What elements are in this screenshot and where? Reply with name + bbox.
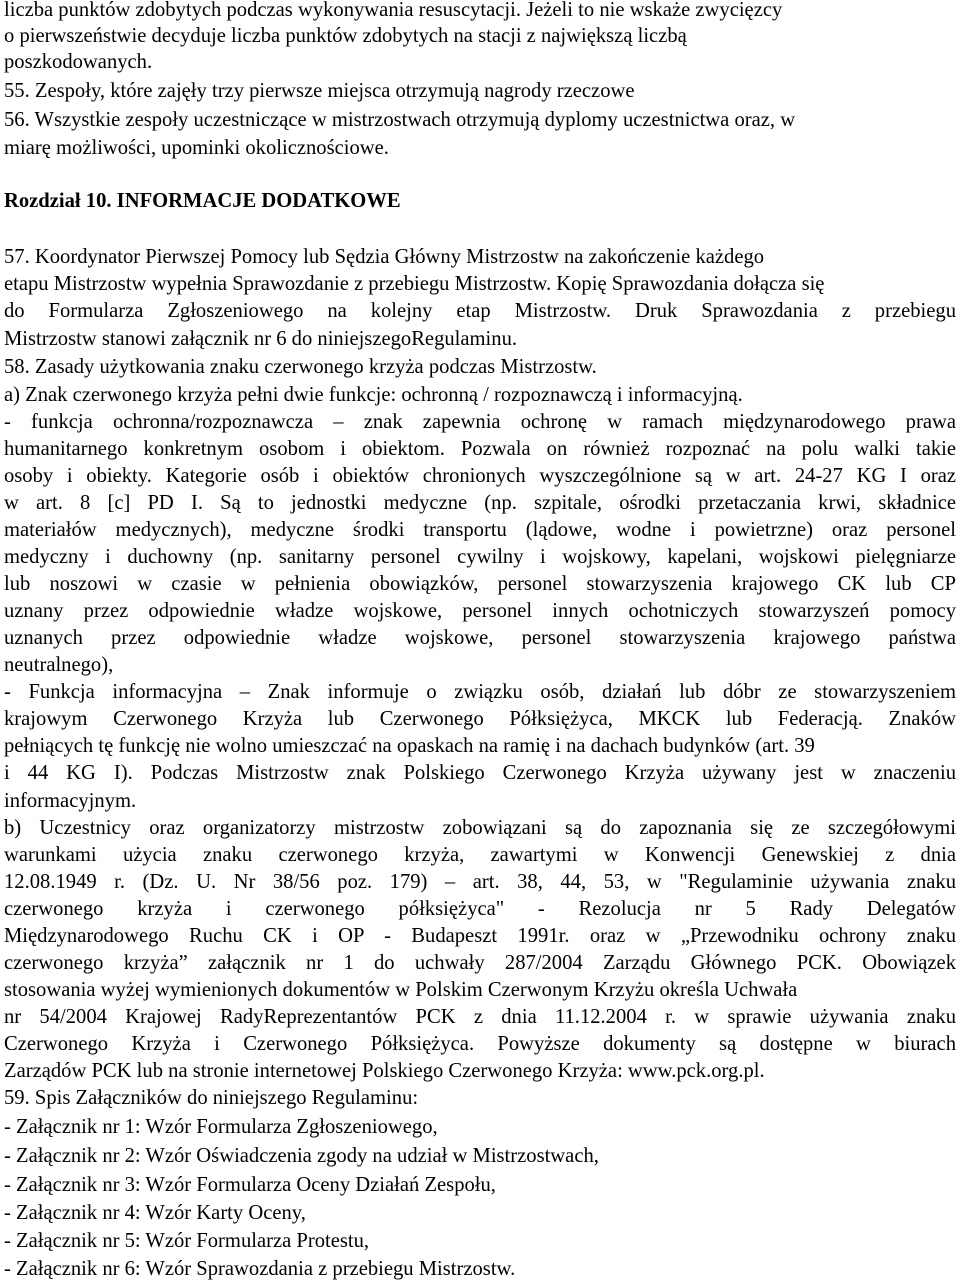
section-56: 56. Wszystkie zespoły uczestniczące w mistrzostwach otrzymują dyplomy uczestnictwa oraz, w [4,109,796,131]
text-line: Międzynarodowego Ruchu CK i OP - Budapeszt 1991r. oraz w „Przewodniku ochrony znaku [4,925,956,947]
text-line: - Funkcja informacyjna – Znak informuje o związku osób, działań lub dóbr ze stowarzyszeniem [4,681,956,703]
attachment-item: - Załącznik nr 2: Wzór Oświadczenia zgody na udział w Mistrzostwach, [4,1145,599,1167]
text-line: czerwonego krzyża i czerwonego półksiężyca" - Rezolucja nr 5 Rady Delegatów [4,898,956,920]
text-line: Czerwonego Krzyża i Czerwonego Półksiężyca. Powyższe dokumenty są dostępne w biurach [4,1033,956,1055]
section-59: 59. Spis Załączników do niniejszego Regulaminu: [4,1087,419,1109]
section-57: 57. Koordynator Pierwszej Pomocy lub Sędzia Główny Mistrzostw na zakończenie każdego [4,246,765,268]
text-line: liczba punktów zdobytych podczas wykonywania resuscytacji. Jeżeli to nie wskaże zwycięzcy [4,0,783,21]
text-line: uznany przez odpowiednie władze wojskowe, personel innych ochotniczych stowarzyszeń pomocy [4,600,956,622]
text-line: pełniących tę funkcję nie wolno umieszczać na opaskach na ramię i na dachach budynków (art. 39 [4,735,815,757]
attachment-item: - Załącznik nr 4: Wzór Karty Oceny, [4,1202,306,1224]
attachment-item: - Załącznik nr 5: Wzór Formularza Protestu, [4,1230,370,1252]
text-line: lub noszowi w czasie w pełnienia obowiązków, personel stowarzyszenia krajowego CK lub CP [4,573,956,595]
text-line: a) Znak czerwonego krzyża pełni dwie funkcje: ochronną / rozpoznawczą i informacyjną. [4,384,743,406]
chapter-heading: Rozdział 10. INFORMACJE DODATKOWE [4,190,401,212]
section-58: 58. Zasady użytkowania znaku czerwonego krzyża podczas Mistrzostw. [4,356,597,378]
text-line: do Formularza Zgłoszeniowego na kolejny etap Mistrzostw. Druk Sprawozdania z przebiegu [4,300,956,322]
text-line: uznanych przez odpowiednie władze wojskowe, personel stowarzyszenia krajowego państwa [4,627,956,649]
text-line: etapu Mistrzostw wypełnia Sprawozdanie z przebiegu Mistrzostw. Kopię Sprawozdania dołącza się [4,273,825,295]
text-line: czerwonego krzyża” załącznik nr 1 do uchwały 287/2004 Zarządu Głównego PCK. Obowiązek [4,952,956,974]
text-line: Zarządów PCK lub na stronie internetowej Polskiego Czerwonego Krzyża: www.pck.org.pl. [4,1060,765,1082]
text-line: materiałów medycznych), medyczne środki transportu (lądowe, wodne i powietrzne) oraz personel [4,519,956,541]
text-line: i 44 KG I). Podczas Mistrzostw znak Polskiego Czerwonego Krzyża używany jest w znaczeniu [4,762,956,784]
text-line: 12.08.1949 r. (Dz. U. Nr 38/56 poz. 179) – art. 38, 44, 53, w "Regulaminie używania znaku [4,871,956,893]
text-line: warunkami użycia znaku czerwonego krzyża, zawartymi w Konwencji Genewskiej z dnia [4,844,956,866]
text-line: nr 54/2004 Krajowej RadyReprezentantów PCK z dnia 11.12.2004 r. w sprawie używania znaku [4,1006,956,1028]
text-line: w art. 8 [c] PD I. Są to jednostki medyczne (np. szpitale, ośrodki przetaczania krwi, składnice [4,492,956,514]
text-line: medyczny i duchowny (np. sanitarny personel cywilny i wojskowy, kapelani, wojskowi pielęgniarze [4,546,956,568]
section-55: 55. Zespoły, które zajęły trzy pierwsze miejsca otrzymują nagrody rzeczowe [4,80,635,102]
attachment-item: - Załącznik nr 6: Wzór Sprawozdania z przebiegu Mistrzostw. [4,1258,516,1280]
attachment-item: - Załącznik nr 1: Wzór Formularza Zgłoszeniowego, [4,1116,438,1138]
text-line: o pierwszeństwie decyduje liczba punktów zdobytych na stacji z największą liczbą [4,25,687,47]
text-line: stosowania wyżej wymienionych dokumentów w Polskim Czerwonym Krzyżu określa Uchwała [4,979,798,1001]
text-line: poszkodowanych. [4,51,153,73]
text-line: miarę możliwości, upominki okolicznościowe. [4,137,389,159]
text-line: neutralnego), [4,654,114,676]
text-line: - funkcja ochronna/rozpoznawcza – znak zapewnia ochronę w ramach międzynarodowego prawa [4,411,956,433]
attachment-item: - Załącznik nr 3: Wzór Formularza Oceny Działań Zespołu, [4,1174,496,1196]
text-line: informacyjnym. [4,790,137,812]
text-line: osoby i obiekty. Kategorie osób i obiektów chronionych wyszczególnione są w art. 24-27 KG I oraz [4,465,956,487]
text-line: krajowym Czerwonego Krzyża lub Czerwonego Półksiężyca, MKCK lub Federacją. Znaków [4,708,956,730]
text-line: humanitarnego konkretnym osobom i obiektom. Pozwala on również rozpoznać na polu walki takie [4,438,956,460]
text-line: b) Uczestnicy oraz organizatorzy mistrzostw zobowiązani są do zapoznania się ze szczegółowymi [4,817,956,839]
text-line: Mistrzostw stanowi załącznik nr 6 do niniejszegoRegulaminu. [4,328,518,350]
